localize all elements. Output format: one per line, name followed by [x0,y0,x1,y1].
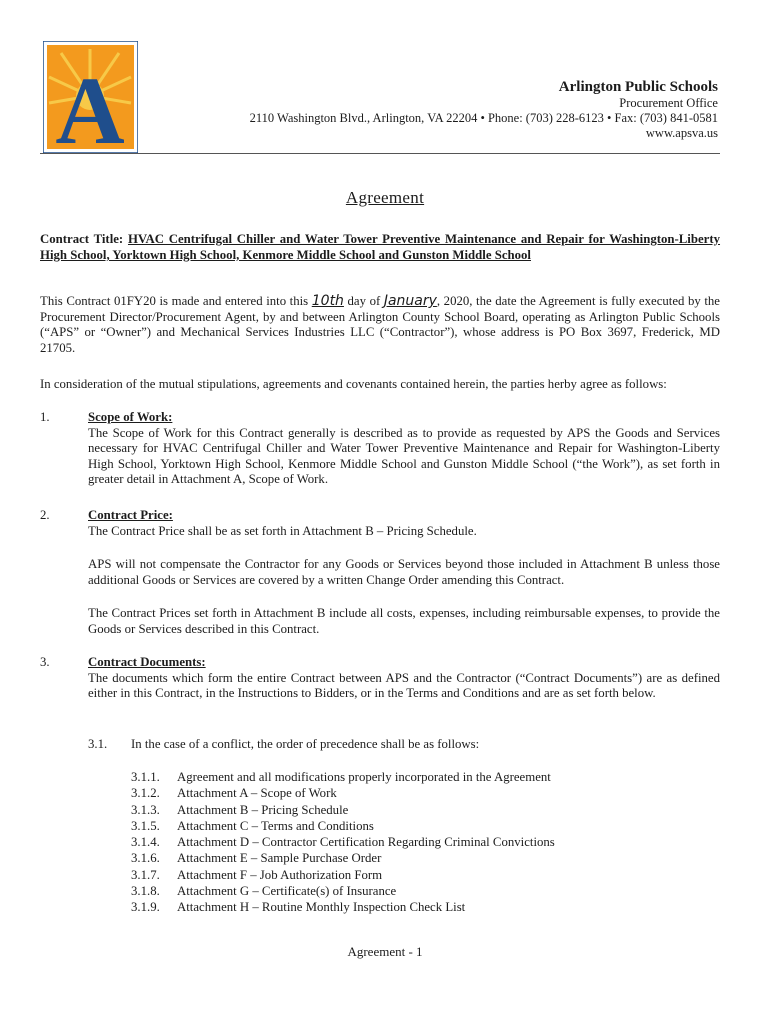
contract-title [40,231,720,263]
section-1-heading: Scope of Work: [88,410,173,424]
page-footer: Agreement - 1 [347,944,423,959]
subsection-3-1-text: In the case of a conflict, the order of precedence shall be as follows: [131,737,480,751]
list-item-number: 3.1.8. [131,884,160,899]
office-name: Procurement Office [619,96,718,110]
list-item-number: 3.1.9. [131,900,160,915]
list-item-number: 3.1.7. [131,867,160,882]
list-item-number: 3.1.2. [131,786,160,801]
section-2 [88,508,720,539]
list-item-text: Attachment A – Scope of Work [177,786,337,801]
org-name: Arlington Public Schools [558,79,718,95]
list-item [131,785,555,801]
intro-text-3: , 2020, the date the Agreement is fully executed by the Procurement Director/Procurement Agent, by and between Arlington County School Board, operating as Arlington Public Schools (“APS” or “Owner”) and Mechanical Services Industries LLC (“Contractor”), whose address is PO Box 3697, Frederick, MD 21705. [40,294,720,355]
handwritten-day: 10th [311,293,344,309]
list-item-number: 3.1.3. [131,802,160,817]
list-item [131,769,555,785]
list-item-text: Attachment C – Terms and Conditions [177,818,374,833]
list-item-number: 3.1.6. [131,851,160,866]
list-item-text: Agreement and all modifications properly incorporated in the Agreement [177,770,551,784]
list-item [131,883,555,899]
section-2-heading: Contract Price: [88,508,173,522]
section-3 [88,655,720,702]
office-address: 2110 Washington Blvd., Arlington, VA 22204 • Phone: (703) 228-6123 • Fax: (703) 841-0581 [249,111,718,125]
list-item-text: Attachment H – Routine Monthly Inspection Check List [177,900,466,915]
list-item [131,899,555,915]
list-item-number: 3.1.4. [131,835,160,850]
intro-text-1: This Contract 01FY20 is made and entered into this [40,294,312,308]
website: www.apsva.us [645,126,718,140]
section-2-body-1: The Contract Price shall be as set forth in Attachment B – Pricing Schedule. [88,523,477,538]
intro-text-2: day of [343,294,384,308]
document-title: Agreement [345,188,425,207]
list-item-text: Attachment G – Certificate(s) of Insurance [177,884,397,899]
contract-title-text: HVAC Centrifugal Chiller and Water Tower Preventive Maintenance and Repair for Washington-Liberty High School, Yorktown High School, Kenmore Middle School and Gunston Middle School [40,232,721,262]
list-item-text: Attachment B – Pricing Schedule [177,802,349,817]
list-item-text: Attachment F – Job Authorization Form [177,867,383,882]
letterhead [250,78,718,141]
list-item-text: Attachment D – Contractor Certification Regarding Criminal Convictions [177,835,555,850]
section-3-number: 3. [40,655,50,669]
list-item-text: Attachment E – Sample Purchase Order [177,851,382,866]
list-item [131,850,555,866]
list-item [131,867,555,883]
header-divider [40,153,720,154]
section-3-heading: Contract Documents: [88,655,206,669]
subsection-3-1-number: 3.1. [88,737,108,751]
list-item [131,834,555,850]
section-3-body: The documents which form the entire Contract between APS and the Contractor (“Contract Documents”) are as defined either in this Contract, in the Instructions to Bidders, or in the Terms and Conditions and are as set forth below. [88,670,720,700]
section-2-body-2: APS will not compensate the Contractor for any Goods or Services beyond those included in Attachment B unless those additional Goods or Services are covered by a written Change Order amending this Contract. [88,557,720,587]
aps-logo-graphic [43,41,138,153]
section-1-number: 1. [40,410,50,424]
list-item [131,802,555,818]
list-item-number: 3.1.5. [131,818,160,833]
section-2-number: 2. [40,508,50,522]
list-item-number: 3.1.1. [131,770,160,784]
list-item [131,818,555,834]
aps-logo [43,41,138,153]
section-1 [88,410,720,488]
precedence-list [131,769,555,916]
contract-title-label: Contract Title: [40,232,124,246]
consideration-paragraph: In consideration of the mutual stipulations, agreements and covenants contained herein, the parties herby agree as follows: [40,377,667,391]
logo-letter: A [55,57,125,153]
section-1-body: The Scope of Work for this Contract generally is described as to provide as requested by APS the Goods and Services necessary for HVAC Centrifugal Chiller and Water Tower Preventive Maintenance and Repair for Washington-Liberty High School, Yorktown High School, Kenmore Middle School and Gunston Middle School (“the Work”), as set forth in greater detail in Attachment A, Scope of Work. [88,425,720,486]
intro-paragraph [40,294,720,356]
handwritten-month: January [383,293,437,309]
section-2-body-3: The Contract Prices set forth in Attachment B include all costs, expenses, including reimbursable expenses, to provide the Goods or Services described in this Contract. [88,606,720,636]
